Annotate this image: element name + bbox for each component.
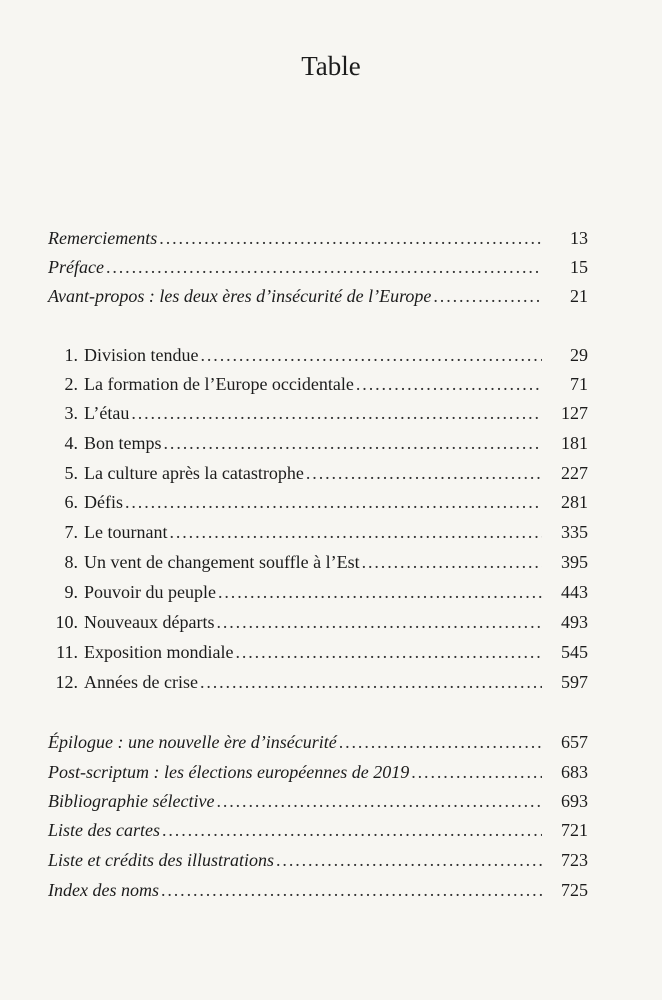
chapter-page: 597 — [561, 672, 588, 692]
entry-title: Liste et crédits des illustrations — [48, 850, 275, 870]
entry-page: 15 — [570, 257, 588, 277]
toc-entry-remerciements[interactable] — [48, 224, 588, 252]
dot-leader — [216, 787, 542, 815]
dot-leader — [131, 399, 542, 427]
chapter-entry[interactable] — [48, 638, 588, 666]
entry-page: 725 — [561, 880, 588, 900]
entry-page: 657 — [561, 732, 588, 752]
chapter-entry[interactable] — [48, 488, 588, 516]
chapter-title: Années de crise — [84, 672, 198, 692]
chapter-number: 11. — [56, 642, 78, 662]
entry-page: 21 — [570, 286, 588, 306]
dot-leader — [433, 282, 542, 310]
toc-entry-epilogue[interactable] — [48, 728, 588, 756]
entry-title: Index des noms — [48, 880, 159, 900]
entry-page: 723 — [561, 850, 588, 870]
chapter-title: Le tournant — [84, 522, 168, 542]
dot-leader — [276, 846, 542, 874]
chapter-number: 7. — [64, 522, 78, 542]
chapter-title: Pouvoir du peuple — [84, 582, 216, 602]
chapter-page: 181 — [561, 433, 588, 453]
chapter-entry[interactable] — [48, 370, 588, 398]
entry-title: Post-scriptum : les élections européennes de 2019 — [48, 762, 410, 782]
chapter-entry[interactable] — [48, 399, 588, 427]
chapter-title: La formation de l’Europe occidentale — [84, 374, 354, 394]
toc-entry-preface[interactable] — [48, 253, 588, 281]
chapter-number: 8. — [64, 552, 78, 572]
chapter-number: 6. — [64, 492, 78, 512]
chapter-entry[interactable] — [48, 608, 588, 636]
entry-title: Bibliographie sélective — [48, 791, 215, 811]
chapter-page: 71 — [570, 374, 588, 394]
chapter-page: 493 — [561, 612, 588, 632]
toc-entry-post-scriptum[interactable] — [48, 758, 588, 786]
dot-leader — [411, 758, 542, 786]
dot-leader — [159, 224, 542, 252]
dot-leader — [362, 548, 542, 576]
dot-leader — [339, 728, 542, 756]
chapter-title: Nouveaux départs — [84, 612, 215, 632]
chapter-title: La culture après la catastrophe — [84, 463, 304, 483]
chapter-page: 127 — [561, 403, 588, 423]
dot-leader — [201, 341, 543, 369]
chapter-page: 335 — [561, 522, 588, 542]
entry-page: 721 — [561, 820, 588, 840]
entry-title: Remerciements — [48, 228, 158, 248]
chapter-title: Défis — [84, 492, 123, 512]
chapter-number: 2. — [64, 374, 78, 394]
chapter-title: Exposition mondiale — [84, 642, 234, 662]
entry-page: 693 — [561, 791, 588, 811]
chapter-entry[interactable] — [48, 548, 588, 576]
dot-leader — [161, 876, 542, 904]
dot-leader — [125, 488, 542, 516]
chapter-entry[interactable] — [48, 578, 588, 606]
chapter-title: L’étau — [84, 403, 130, 423]
chapter-title: Un vent de changement souffle à l’Est — [84, 552, 360, 572]
chapter-page: 395 — [561, 552, 588, 572]
toc-entry-bibliographie[interactable] — [48, 787, 588, 815]
chapter-entry[interactable] — [48, 518, 588, 546]
chapter-entry[interactable] — [48, 341, 588, 369]
dot-leader — [218, 578, 542, 606]
dot-leader — [162, 816, 542, 844]
dot-leader — [306, 459, 542, 487]
dot-leader — [200, 668, 542, 696]
chapter-title: Division tendue — [84, 345, 199, 365]
chapter-entry[interactable] — [48, 459, 588, 487]
toc-entry-illustrations[interactable] — [48, 846, 588, 874]
toc-entry-liste-cartes[interactable] — [48, 816, 588, 844]
entry-title: Préface — [48, 257, 104, 277]
entry-page: 683 — [561, 762, 588, 782]
entry-title: Épilogue : une nouvelle ère d’insécurité — [48, 732, 337, 752]
chapter-number: 10. — [55, 612, 78, 632]
chapter-page: 545 — [561, 642, 588, 662]
chapter-page: 227 — [561, 463, 588, 483]
entry-title: Avant-propos : les deux ères d’insécurité de l’Europe — [48, 286, 432, 306]
chapter-page: 29 — [570, 345, 588, 365]
dot-leader — [164, 429, 542, 457]
dot-leader — [106, 253, 542, 281]
dot-leader — [216, 608, 542, 636]
chapter-number: 3. — [64, 403, 78, 423]
dot-leader — [235, 638, 542, 666]
entry-page: 13 — [570, 228, 588, 248]
chapter-entry[interactable] — [48, 668, 588, 696]
chapter-number: 12. — [55, 672, 78, 692]
chapter-page: 281 — [561, 492, 588, 512]
chapter-entry[interactable] — [48, 429, 588, 457]
toc-entry-avant-propos[interactable] — [48, 282, 588, 310]
page-title: Table — [301, 51, 361, 81]
chapter-number: 1. — [64, 345, 78, 365]
toc-entry-index[interactable] — [48, 876, 588, 904]
chapter-number: 4. — [64, 433, 78, 453]
dot-leader — [169, 518, 542, 546]
dot-leader — [356, 370, 542, 398]
chapter-page: 443 — [561, 582, 588, 602]
entry-title: Liste des cartes — [48, 820, 160, 840]
chapter-title: Bon temps — [84, 433, 162, 453]
chapter-number: 9. — [64, 582, 78, 602]
chapter-number: 5. — [64, 463, 78, 483]
